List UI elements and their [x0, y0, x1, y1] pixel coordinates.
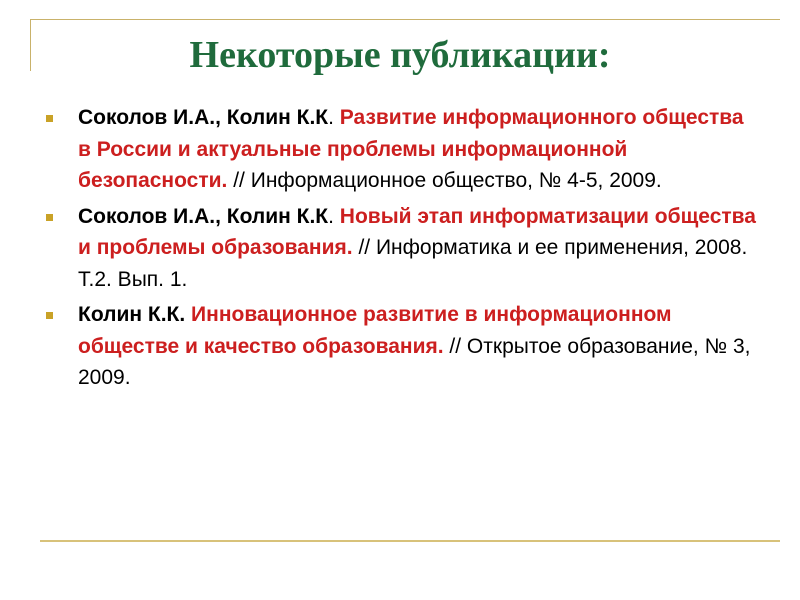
slide-title: Некоторые публикации: [189, 34, 611, 76]
publication-title: Инновационное развитие в информационном обществе и качество образования. [78, 303, 672, 358]
publication-separator: . [328, 204, 340, 228]
publication-item-3 [40, 299, 760, 394]
publication-item-2 [40, 201, 760, 296]
publication-authors: Колин К.К. [78, 303, 186, 326]
bullet-icon [46, 214, 53, 221]
publication-separator: . [328, 106, 340, 129]
publication-source: // Информатика и ее применения, 2008. Т.2. Вып. 1. [78, 236, 748, 291]
publication-source: // Информационное общество, № 4-5, 2009. [227, 169, 662, 192]
publication-source: // Открытое образование, № 3, 2009. [78, 334, 751, 389]
frame-top-line [30, 19, 780, 20]
publication-title: Развитие информационного общества в России и актуальные проблемы информационной безопасности. [78, 106, 744, 192]
publication-authors: Соколов И.А., Колин К.К [78, 204, 329, 228]
frame-bottom-line [40, 540, 780, 542]
publication-item-1 [40, 102, 760, 197]
publication-authors: Соколов И.А., Колин К.К [78, 106, 329, 129]
publication-list [40, 102, 760, 398]
bullet-icon [46, 115, 53, 122]
publication-title: Новый этап информатизации общества и проблемы образования. [78, 204, 756, 259]
bullet-icon [46, 312, 53, 319]
